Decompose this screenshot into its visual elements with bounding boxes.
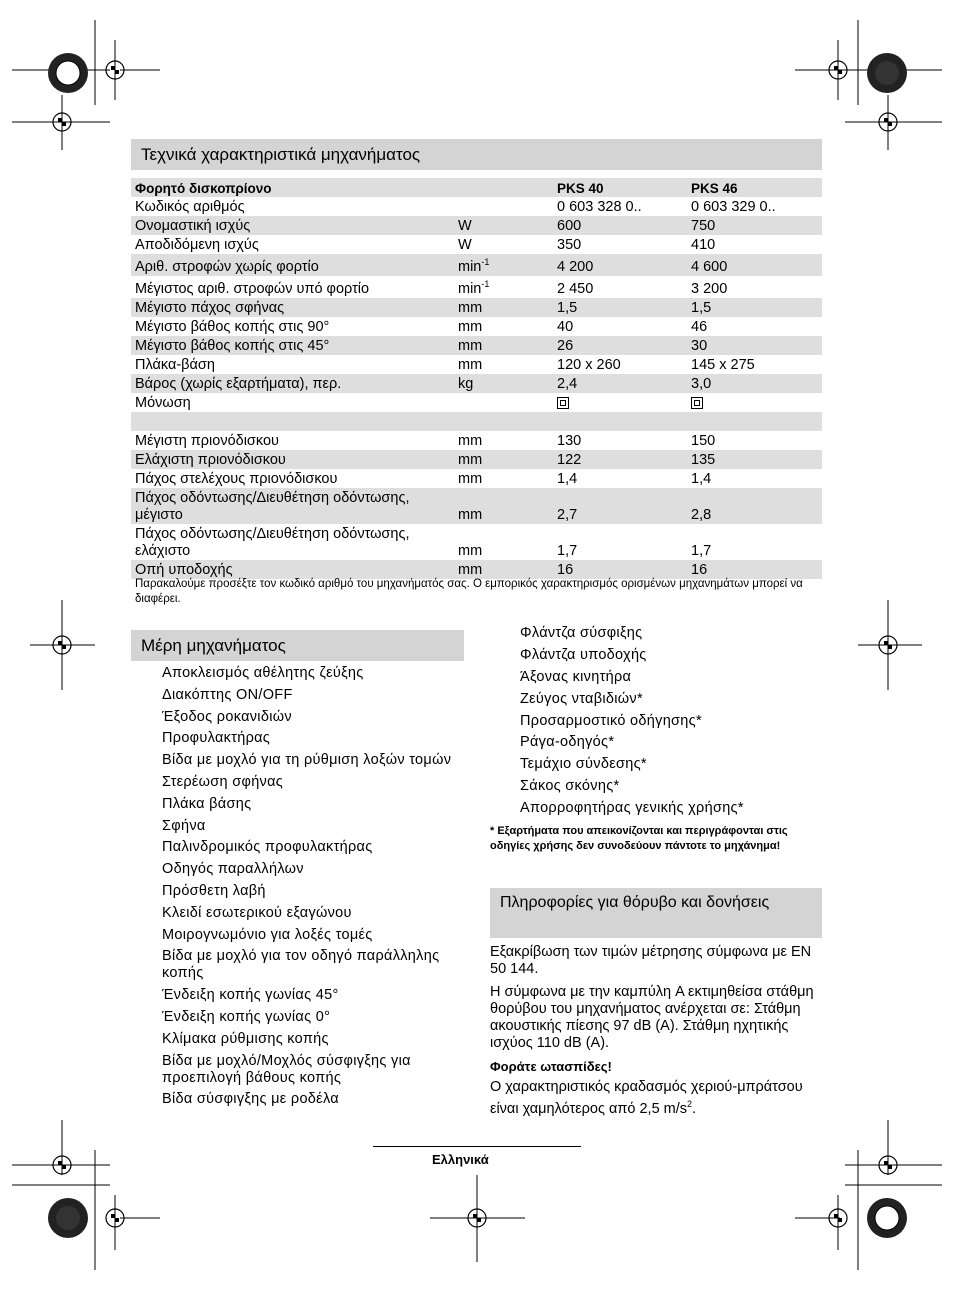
spec-unit (454, 276, 553, 298)
spec-value-pks46: 3 200 (691, 280, 728, 297)
spec-unit (454, 374, 553, 393)
noise-paragraph-2: Η σύμφωνα με την καμπύλη A εκτιμηθείσα στάθμη θορύβου του μηχανήματος ανέρχεται σε: Στάθμη ακουστικής πίεσης 97 dB (A). Στάθμη ηχητικής ισχύος 110 dB (A). (490, 984, 814, 1051)
spec-unit (454, 412, 553, 431)
spec-value-pks46: 150 (691, 432, 716, 449)
spec-label: Πλάκα-βάση (135, 356, 215, 373)
spec-unit (454, 393, 553, 412)
spec-header-cell: Φορητό δισκοπρίονο (131, 178, 454, 197)
spec-unit (454, 450, 553, 469)
spec-value-pks40: 130 (557, 432, 582, 449)
spec-row (131, 235, 822, 254)
spec-value-pks46: 16 (687, 560, 822, 579)
spec-unit (454, 524, 553, 560)
spec-label: Μέγιστος αριθ. στροφών υπό φορτίο (135, 280, 370, 297)
spec-unit-text: mm (458, 561, 483, 578)
double-insulation-icon (691, 397, 703, 409)
spec-value-pks40: 120 x 260 (557, 356, 621, 373)
spec-label: Ελάχιστη πριονόδισκου (131, 450, 454, 469)
spec-value-pks40: 40 (557, 318, 574, 335)
noise-section-body (490, 944, 820, 1124)
parts-footnote: * Εξαρτήματα που απεικονίζονται και περιγράφονται στις οδηγίες χρήσης δεν συνοδεύουν πάντοτε το μηχάνημα! (490, 825, 788, 852)
spec-row (131, 254, 822, 276)
spec-unit (454, 197, 553, 216)
noise-paragraph-1: Εξακρίβωση των τιμών μέτρησης σύμφωνα με EN 50 144. (490, 944, 812, 977)
parts-list-item: Φλάντζα υποδοχής (520, 646, 647, 663)
spec-row (131, 488, 822, 524)
spec-value-pks40: 600 (553, 216, 687, 235)
spec-value-pks40: 16 (553, 560, 687, 579)
spec-unit-text: mm (458, 470, 483, 487)
parts-list-item: Κλειδί εσωτερικού εξαγώνου (162, 904, 352, 921)
spec-note: Παρακαλούμε προσέξτε τον κωδικό αριθμό του μηχανήματός σας. Ο εμπορικός χαρακτηρισμός ορισμένων μηχανημάτων μπορεί να διαφέρει. (135, 578, 803, 605)
spec-row (131, 524, 822, 560)
spec-label: Μέγιστη πριονόδισκου (135, 432, 279, 449)
spec-unit-sup: -1 (481, 278, 490, 289)
spec-label: Πάχος οδόντωσης/Διευθέτηση οδόντωσης, ελάχιστο (135, 525, 410, 559)
spec-unit-text: W (458, 218, 472, 234)
spec-value-pks40: 2,4 (553, 374, 687, 393)
spec-row (131, 276, 822, 298)
spec-unit-text: min (458, 258, 482, 275)
spec-unit-text: min (458, 280, 482, 297)
spec-value-pks46 (687, 412, 822, 431)
parts-list-right (520, 625, 820, 822)
spec-value-pks46: 0 603 329 0.. (691, 199, 776, 215)
parts-list-item: Απορροφητήρας γενικής χρήσης* (520, 800, 744, 817)
spec-row (131, 355, 822, 374)
parts-list-item: Βίδα με μοχλό για τη ρύθμιση λοξών τομών (162, 752, 452, 769)
spec-row (131, 216, 822, 235)
parts-list-item: Πρόσθετη λαβή (162, 882, 266, 899)
spec-unit (454, 488, 553, 524)
spec-label: Αποδιδόμενη ισχύς (135, 237, 259, 253)
parts-list-item: Ένδειξη κοπής γωνίας 45° (162, 987, 339, 1004)
parts-list-item: Ζεύγος νταβιδιών* (520, 690, 643, 707)
spec-unit (454, 469, 553, 488)
spec-header-cell: PKS 40 (553, 178, 687, 197)
parts-list-item: Βίδα με μοχλό για τον οδηγό παράλληλης κοπής (162, 948, 440, 982)
spec-value-pks46: 46 (691, 318, 708, 335)
spec-unit (454, 254, 553, 276)
spec-row (131, 431, 822, 450)
parts-list-item: Αποκλεισμός αθέλητης ζεύξης (162, 665, 364, 681)
parts-list-item: Τεμάχιο σύνδεσης* (520, 756, 647, 773)
parts-list-item: Ράγα-οδηγός* (520, 734, 615, 751)
spec-unit-text: mm (458, 356, 483, 373)
spec-unit (454, 431, 553, 450)
spec-value-pks40: 26 (553, 336, 687, 355)
spec-value-pks46: 750 (687, 216, 822, 235)
spec-unit-text: mm (458, 432, 483, 449)
parts-list-item: Φλάντζα σύσφιξης (520, 625, 643, 641)
spec-unit-text: kg (458, 375, 474, 392)
spec-label: Κωδικός αριθμός (135, 199, 245, 215)
spec-value-pks46: 145 x 275 (691, 356, 755, 373)
footer-rule (373, 1146, 581, 1147)
spec-unit (454, 298, 553, 317)
parts-list-item: Ένδειξη κοπής γωνίας 0° (162, 1008, 331, 1025)
spec-header-cell (454, 178, 553, 197)
spec-value-pks40: 1,7 (557, 542, 578, 559)
spec-unit (454, 560, 553, 579)
parts-list-item: Παλινδρομικός προφυλακτήρας (162, 839, 373, 856)
parts-list-item: Προσαρμοστικό οδήγησης* (520, 712, 702, 729)
spec-unit-text: mm (458, 542, 483, 559)
spec-value-pks46: 135 (687, 450, 822, 469)
parts-list-item: Βίδα με μοχλό/Μοχλός σύσφιγξης για προεπιλογή βάθους κοπής (162, 1052, 411, 1086)
spec-unit-text: mm (458, 337, 483, 354)
spec-value-pks46: 1,5 (687, 298, 822, 317)
spec-value-pks40: 350 (557, 237, 582, 253)
spec-label: Μέγιστο βάθος κοπής στις 45° (131, 336, 454, 355)
spec-table (131, 178, 822, 579)
spec-label: Ονομαστική ισχύς (131, 216, 454, 235)
spec-row (131, 393, 822, 412)
spec-label: Πάχος οδόντωσης/Διευθέτηση οδόντωσης, μέγιστο (131, 488, 454, 524)
spec-unit-sup: -1 (481, 257, 490, 267)
spec-header-cell: PKS 46 (687, 178, 822, 197)
parts-list-item: Προφυλακτήρας (162, 730, 271, 747)
spec-label: Πάχος στελέχους πριονόδισκου (135, 470, 338, 487)
spec-unit (454, 317, 553, 336)
spec-value-pks46: 3,0 (687, 374, 822, 393)
spec-value-pks40: 122 (553, 450, 687, 469)
parts-section-title: Μέρη μηχανήματος (131, 630, 464, 661)
spec-label: Οπή υποδοχής (131, 560, 454, 579)
spec-row (131, 336, 822, 355)
noise-warning: Φοράτε ωτασπίδες! (490, 1059, 612, 1074)
spec-row (131, 374, 822, 393)
spec-unit-text: mm (458, 318, 483, 335)
spec-value-pks46: 410 (691, 237, 716, 253)
footer-language: Ελληνικά (432, 1152, 489, 1167)
parts-list-item: Άξονας κινητήρα (520, 668, 632, 685)
spec-row (131, 469, 822, 488)
spec-unit-text: mm (458, 451, 483, 468)
spec-value-pks40: 4 200 (553, 254, 687, 276)
spec-label: Μέγιστο βάθος κοπής στις 90° (135, 318, 330, 335)
spec-value-pks46: 30 (687, 336, 822, 355)
spec-unit-text: mm (458, 506, 483, 523)
spec-label: Μέγιστο πάχος σφήνας (131, 298, 454, 317)
parts-list-item: Κλίμακα ρύθμισης κοπής (162, 1030, 329, 1047)
spec-row (131, 298, 822, 317)
parts-list-item: Διακόπτης ON/OFF (162, 686, 293, 703)
spec-value-pks40: 2 450 (557, 280, 594, 297)
double-insulation-icon (557, 397, 569, 409)
parts-list-item: Στερέωση σφήνας (162, 773, 284, 790)
spec-label: Αριθ. στροφών χωρίς φορτίο (131, 254, 454, 276)
parts-list-left (162, 665, 452, 1113)
spec-label (131, 412, 454, 431)
spec-value-pks46 (687, 393, 822, 412)
spec-value-pks46: 1,7 (691, 542, 712, 559)
spec-value-pks40: 1,4 (557, 470, 578, 487)
spec-value-pks46: 2,8 (687, 488, 822, 524)
spec-value-pks46: 4 600 (687, 254, 822, 276)
noise-paragraph-3-end: . (692, 1100, 697, 1117)
spec-unit (454, 336, 553, 355)
spec-header-row (131, 178, 822, 197)
spec-value-pks40: 0 603 328 0.. (557, 199, 642, 215)
spec-row (131, 412, 822, 431)
spec-value-pks40: 1,5 (553, 298, 687, 317)
spec-unit-text: mm (458, 299, 483, 316)
parts-list-item: Βίδα σύσφιγξης με ροδέλα (162, 1091, 339, 1108)
noise-paragraph-3-sup: 2 (687, 1099, 693, 1109)
spec-label: Μόνωση (135, 394, 191, 411)
spec-row (131, 450, 822, 469)
spec-value-pks40 (553, 412, 687, 431)
spec-section-title: Τεχνικά χαρακτηριστικά μηχανήματος (131, 139, 822, 170)
noise-paragraph-3-text: Ο χαρακτηριστικός κραδασμός χεριού-μπράτσου είναι χαμηλότερος από 2,5 m/s (490, 1079, 803, 1117)
spec-label: Βάρος (χωρίς εξαρτήματα), περ. (131, 374, 454, 393)
parts-list-item: Οδηγός παραλλήλων (162, 861, 304, 878)
spec-value-pks40 (553, 393, 687, 412)
spec-value-pks40: 2,7 (553, 488, 687, 524)
noise-paragraph-3 (490, 1079, 820, 1118)
noise-section-title: Πληροφορίες για θόρυβο και δονήσεις (490, 888, 822, 938)
parts-list-item: Έξοδος ροκανιδιών (162, 708, 292, 725)
spec-row (131, 317, 822, 336)
spec-value-pks46: 1,4 (691, 470, 712, 487)
spec-row (131, 560, 822, 579)
parts-list-item: Μοιρογνωμόνιο για λοξές τομές (162, 926, 373, 943)
spec-unit (454, 235, 553, 254)
spec-unit-text: W (458, 237, 472, 253)
spec-row (131, 197, 822, 216)
spec-unit (454, 355, 553, 374)
parts-list-item: Σάκος σκόνης* (520, 778, 620, 795)
parts-list-item: Πλάκα βάσης (162, 795, 252, 812)
spec-unit (454, 216, 553, 235)
parts-list-item: Σφήνα (162, 817, 206, 834)
